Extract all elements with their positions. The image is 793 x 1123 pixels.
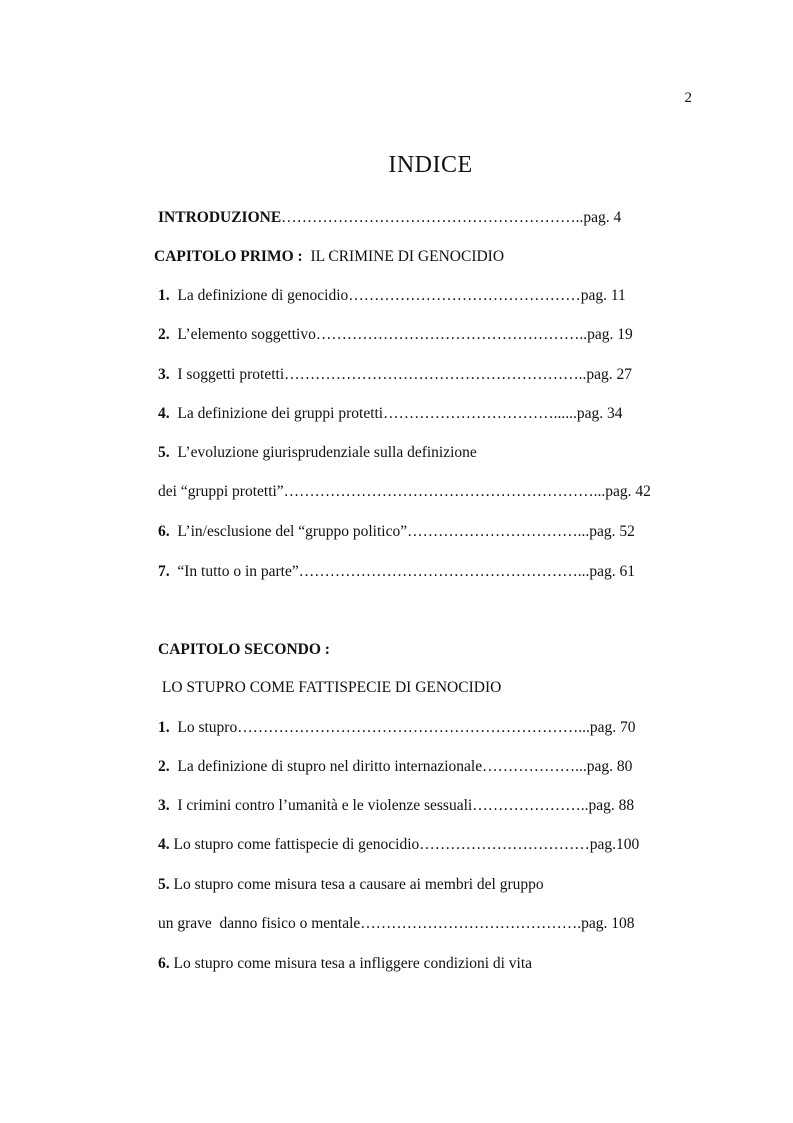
toc-entry-number: 4. xyxy=(158,405,170,422)
toc-entry-text: I soggetti protetti…………………………………………………..pag. 27 xyxy=(169,366,633,383)
toc-entry xyxy=(158,286,626,306)
toc-entry xyxy=(158,325,633,345)
toc-entry-number: 6. xyxy=(158,523,170,540)
chapter-subtitle: LO STUPRO COME FATTISPECIE DI GENOCIDIO xyxy=(158,679,502,696)
toc-entry-number: 3. xyxy=(158,797,170,814)
toc-entry-text: La definizione dei gruppi protetti……………………………......pag. 34 xyxy=(169,405,623,422)
page-number: 2 xyxy=(684,90,692,106)
chapter-heading-label: CAPITOLO PRIMO : xyxy=(154,248,303,265)
toc-entry-number: 2. xyxy=(158,326,170,343)
toc-entry-text: dei “gruppi protetti”……………………………………………………...pag. 42 xyxy=(158,483,651,500)
toc-entry-introduzione xyxy=(158,208,621,228)
toc-entry-number: 5. xyxy=(158,444,170,461)
chapter-heading-secondo: CAPITOLO SECONDO : xyxy=(158,641,330,658)
toc-entry xyxy=(158,954,532,974)
toc-entry xyxy=(158,404,623,424)
toc-entry-text: La definizione di genocidio………………………………………pag. 11 xyxy=(169,287,626,304)
toc-entry xyxy=(158,875,544,895)
toc-entry-text: L’in/esclusione del “gruppo politico”……………………………...pag. 52 xyxy=(169,523,635,540)
toc-entry xyxy=(158,835,639,855)
toc-entry-number: 1. xyxy=(158,287,170,304)
toc-entry-number: 5. xyxy=(158,876,170,893)
toc-entry-continuation xyxy=(158,482,651,502)
toc-entry xyxy=(158,796,634,816)
toc-entry-label: INTRODUZIONE xyxy=(158,209,282,226)
toc-entry xyxy=(158,562,635,582)
toc-entry-continuation xyxy=(158,914,635,934)
toc-entry xyxy=(158,718,635,738)
chapter-subtitle: IL CRIMINE DI GENOCIDIO xyxy=(302,248,505,265)
toc-entry xyxy=(158,443,477,463)
toc-entry xyxy=(158,757,632,777)
toc-entry-number: 6. xyxy=(158,955,170,972)
chapter-heading-primo xyxy=(154,247,504,267)
toc-entry-number: 7. xyxy=(158,563,170,580)
toc-entry-text: Lo stupro come fattispecie di genocidio……………………………pag.100 xyxy=(169,836,640,853)
toc-entry xyxy=(158,522,635,542)
page-title: INDICE xyxy=(388,152,473,178)
toc-entry-text: L’elemento soggettivo……………………………………………..pag. 19 xyxy=(169,326,633,343)
toc-entry-text: Lo stupro come misura tesa a infliggere condizioni di vita xyxy=(169,955,533,972)
toc-entry-text: La definizione di stupro nel diritto internazionale………………...pag. 80 xyxy=(169,758,633,775)
toc-entry xyxy=(158,365,632,385)
toc-entry-text: un grave danno fisico o mentale…………………………………….pag. 108 xyxy=(158,915,635,932)
toc-entry-text: Lo stupro come misura tesa a causare ai membri del gruppo xyxy=(169,876,544,893)
toc-entry-number: 1. xyxy=(158,719,170,736)
toc-entry-leader: …………………………………………………..pag. 4 xyxy=(281,209,622,226)
toc-entry-text: I crimini contro l’umanità e le violenze sessuali…………………..pag. 88 xyxy=(169,797,635,814)
toc-entry-text: L’evoluzione giurisprudenziale sulla definizione xyxy=(169,444,477,461)
toc-entry-number: 4. xyxy=(158,836,170,853)
toc-entry-number: 2. xyxy=(158,758,170,775)
toc-entry-text: “In tutto o in parte”………………………………………………...pag. 61 xyxy=(169,563,636,580)
toc-entry-text: Lo stupro…………………………………………………………...pag. 70 xyxy=(169,719,636,736)
toc-entry-number: 3. xyxy=(158,366,170,383)
